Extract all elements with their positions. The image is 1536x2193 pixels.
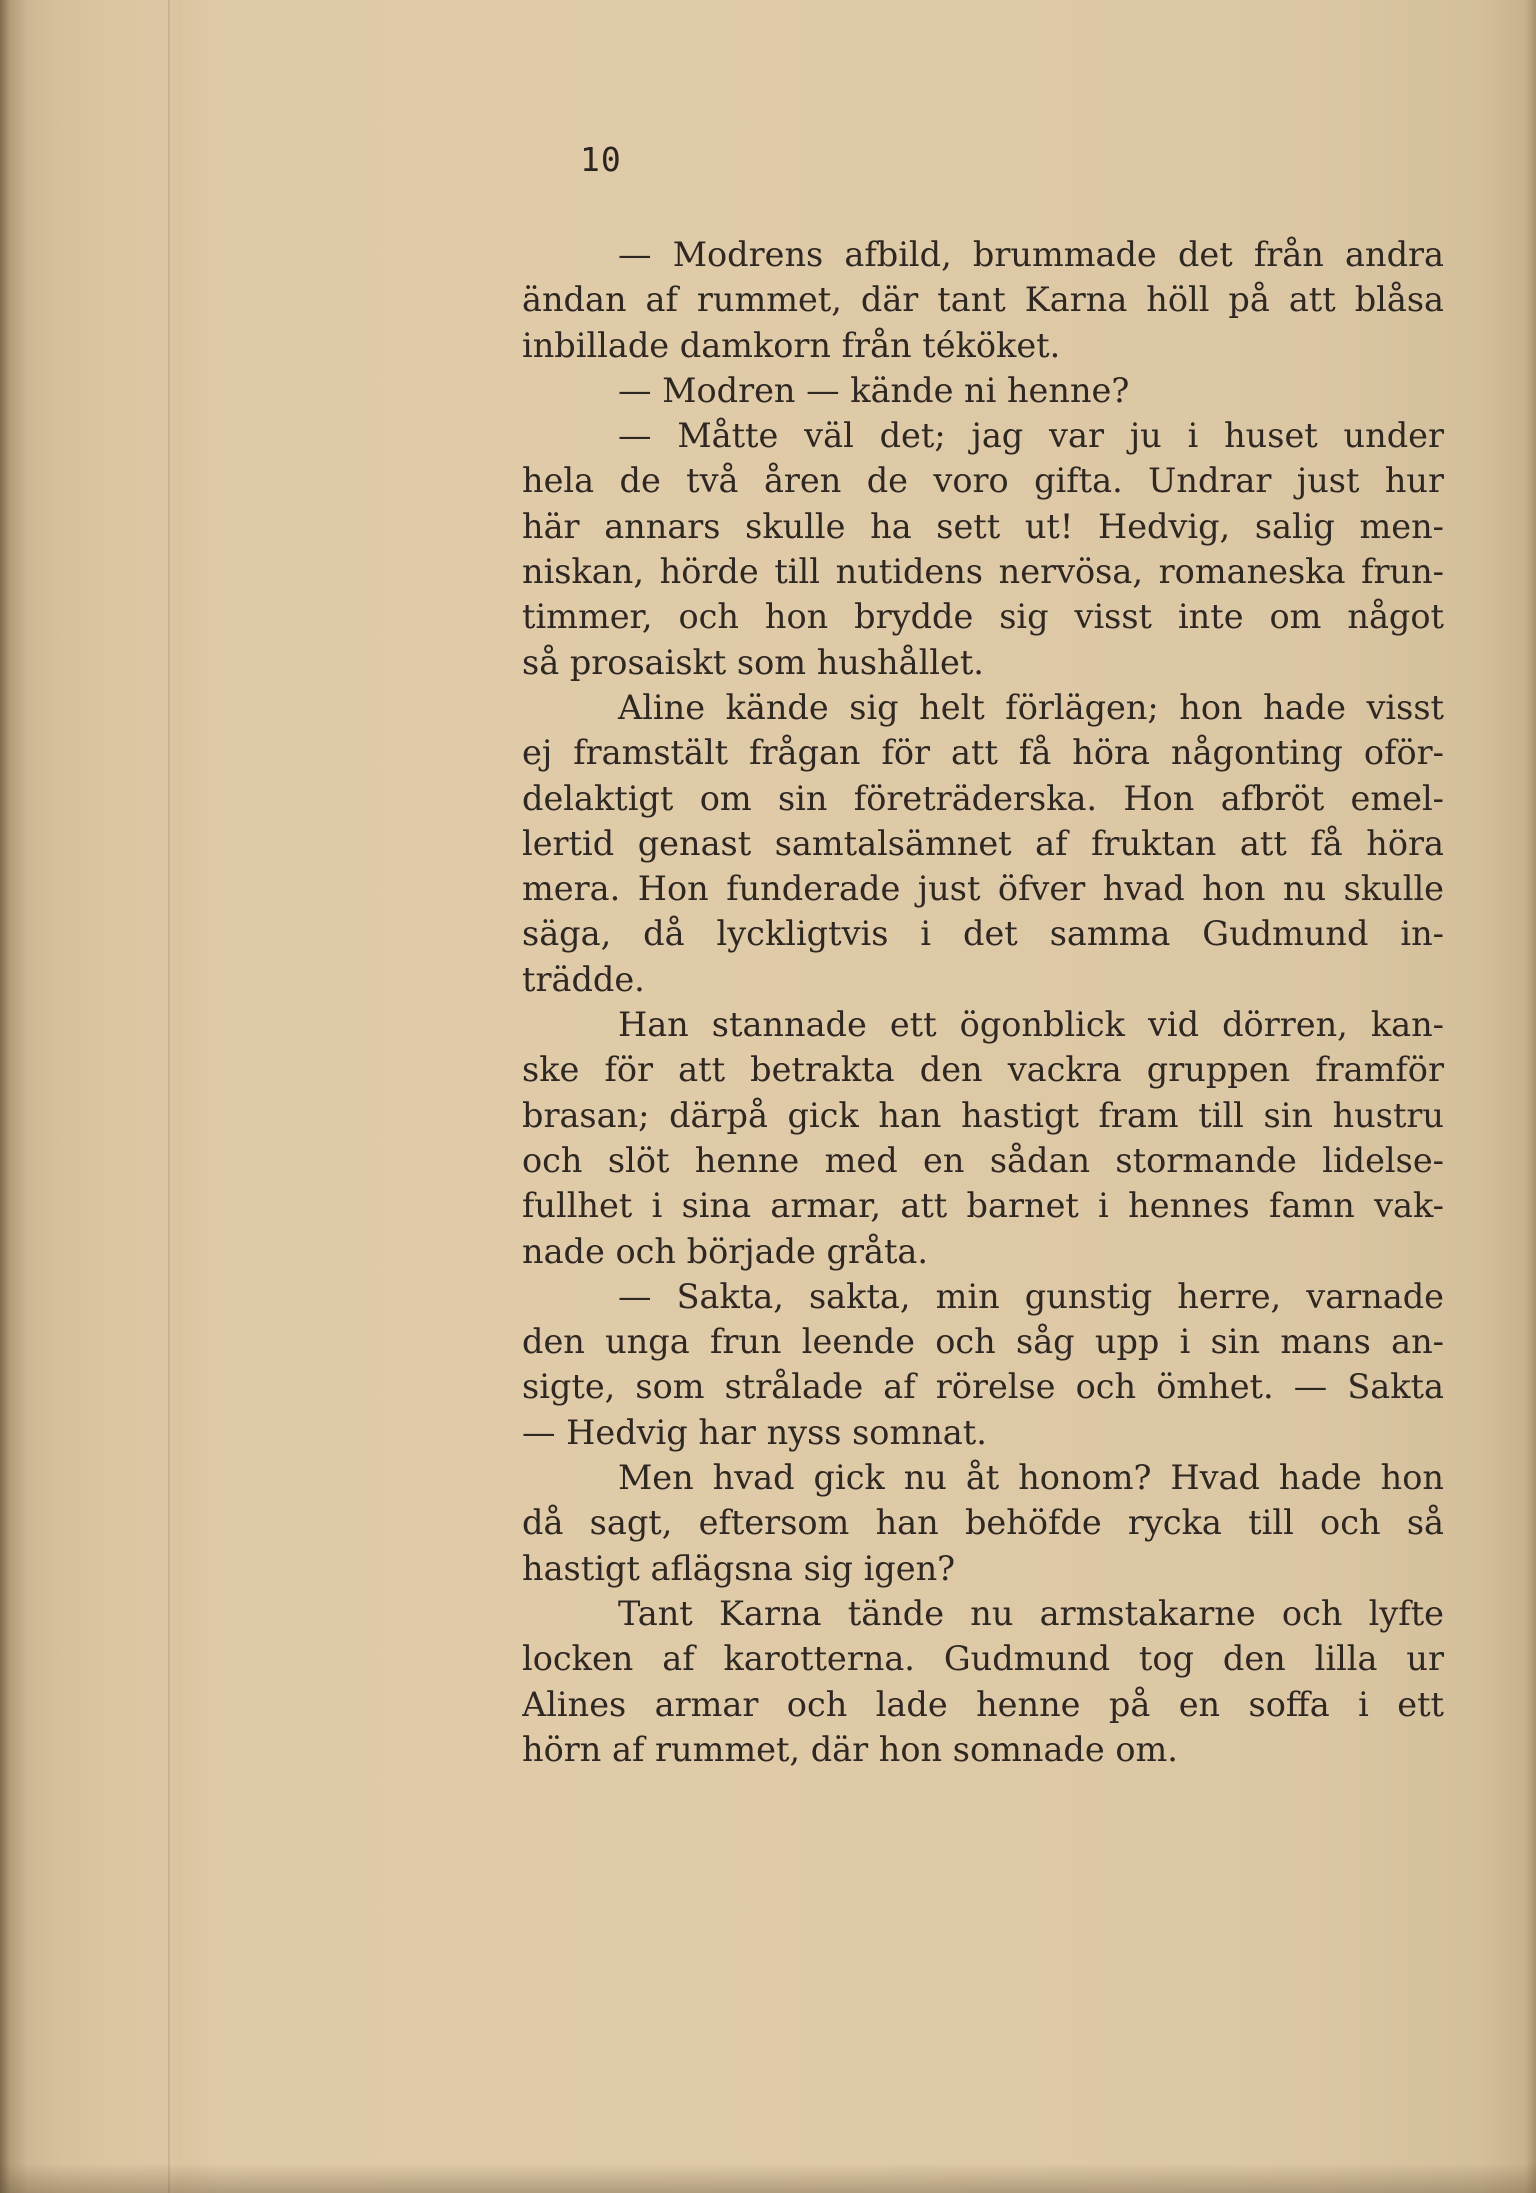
text-line: Tant Karna tände nu armstakarne och lyfte xyxy=(618,1593,1444,1633)
text-line: inbillade damkorn från téköket. xyxy=(522,325,1061,365)
text-line: Men hvad gick nu åt honom? Hvad hade hon xyxy=(618,1458,1444,1498)
text-line: brasan; därpå gick han hastigt fram till sin hustru xyxy=(522,1095,1444,1135)
text-line: här annars skulle ha sett ut! Hedvig, salig men- xyxy=(522,506,1444,546)
text-line: hastigt aflägsna sig igen? xyxy=(522,1548,956,1588)
text-line: delaktigt om sin företräderska. Hon afbröt emel- xyxy=(522,778,1444,818)
text-line: den unga frun leende och såg upp i sin mans an- xyxy=(522,1322,1444,1362)
text-line: locken af karotterna. Gudmund tog den lilla ur xyxy=(522,1639,1444,1679)
text-line: säga, då lyckligtvis i det samma Gudmund in- xyxy=(522,914,1444,954)
text-line: — Måtte väl det; jag var ju i huset under xyxy=(618,416,1444,456)
text-line: Aline kände sig helt förlägen; hon hade visst xyxy=(618,687,1444,727)
text-line: trädde. xyxy=(522,959,645,999)
text-line: och slöt henne med en sådan stormande lidelse- xyxy=(522,1140,1444,1180)
text-line: då sagt, eftersom han behöfde rycka till och så xyxy=(522,1503,1444,1543)
text-line: Han stannade ett ögonblick vid dörren, kan- xyxy=(618,1005,1444,1045)
text-line: hörn af rummet, där hon somnade om. xyxy=(522,1729,1178,1769)
text-line: sigte, som strålade af rörelse och ömhet. — Sakta xyxy=(522,1367,1444,1407)
text-line: nade och började gråta. xyxy=(522,1231,929,1271)
text-line: timmer, och hon brydde sig visst inte om något xyxy=(522,597,1444,637)
text-line: så prosaiskt som hushållet. xyxy=(522,642,984,682)
text-line: — Sakta, sakta, min gunstig herre, varnade xyxy=(618,1276,1444,1316)
text-line: — Hedvig har nyss somnat. xyxy=(522,1412,987,1452)
text-line: fullhet i sina armar, att barnet i hennes famn vak- xyxy=(522,1186,1444,1226)
text-line: ej framstält frågan för att få höra någonting oför- xyxy=(522,733,1444,773)
body-text xyxy=(522,232,1444,1772)
text-line: niskan, hörde till nutidens nervösa, romaneska frun- xyxy=(522,552,1444,592)
text-line: lertid genast samtalsämnet af fruktan att få höra xyxy=(522,823,1444,863)
text-line: ändan af rummet, där tant Karna höll på att blåsa xyxy=(522,280,1444,320)
text-line: ske för att betrakta den vackra gruppen framför xyxy=(522,1050,1444,1090)
text-line: — Modrens afbild, brummade det från andra xyxy=(618,235,1444,274)
text-line: Alines armar och lade henne på en soffa i ett xyxy=(522,1684,1444,1724)
page-number: 10 xyxy=(580,140,622,179)
text-line: — Modren — kände ni henne? xyxy=(618,370,1130,410)
text-line: mera. Hon funderade just öfver hvad hon nu skulle xyxy=(522,869,1444,909)
text-line: hela de två åren de voro gifta. Undrar just hur xyxy=(522,461,1444,501)
